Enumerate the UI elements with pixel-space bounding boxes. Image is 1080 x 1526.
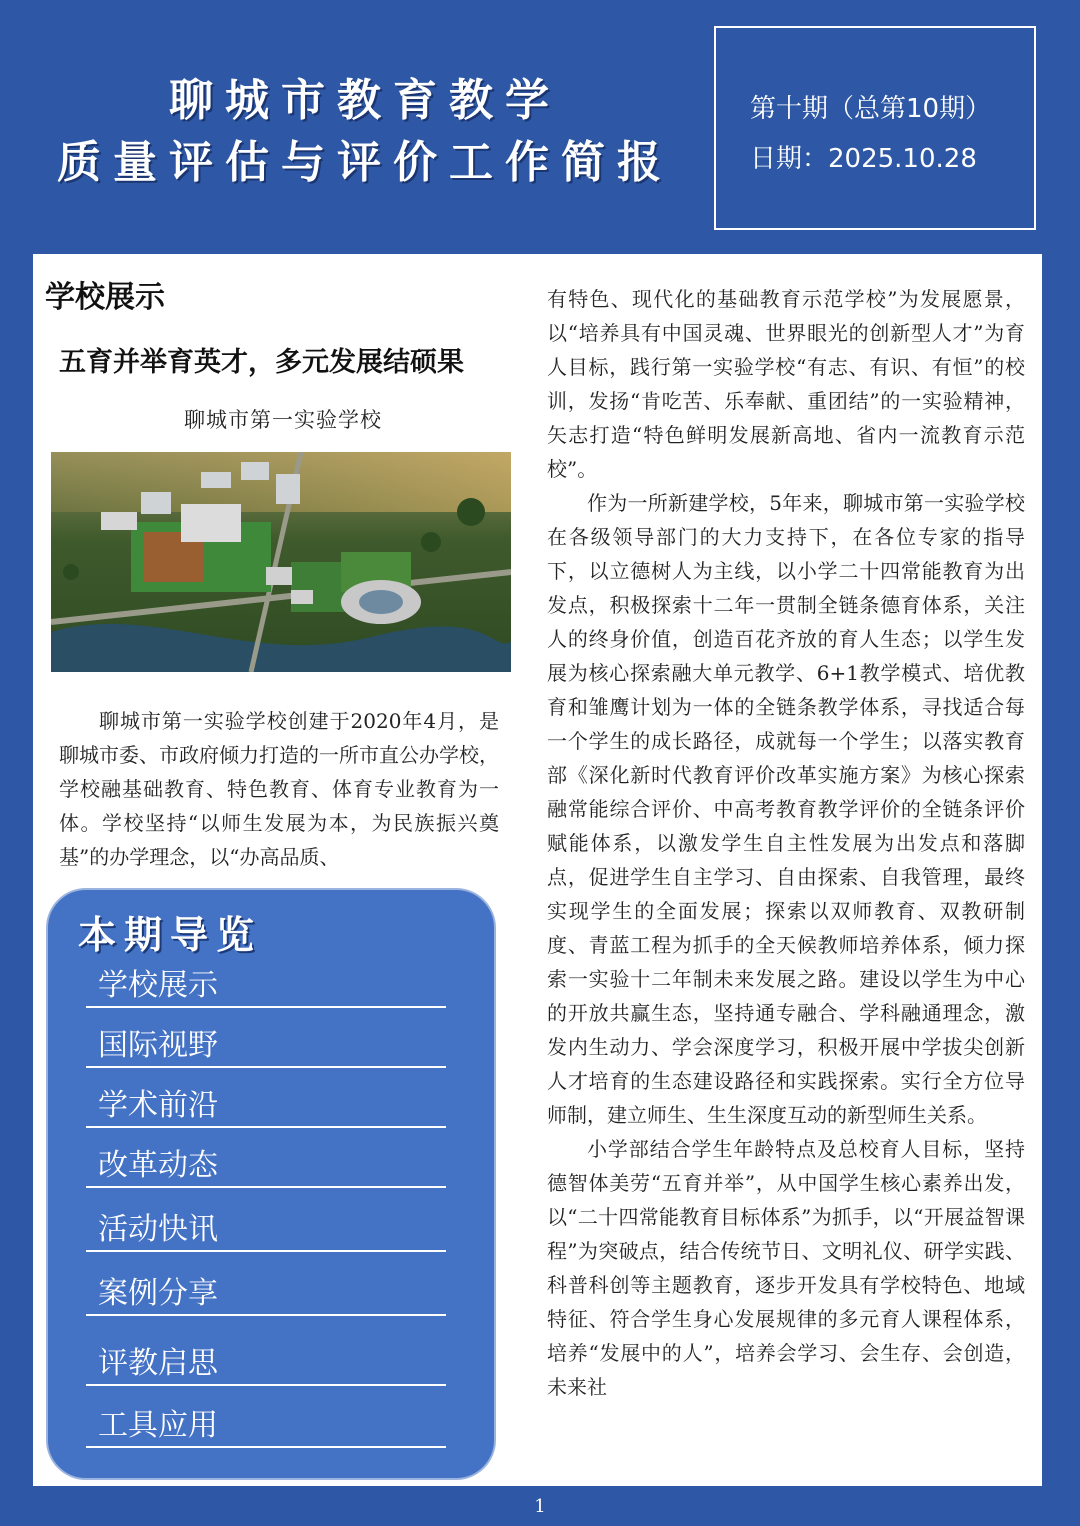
page-number: 1 xyxy=(534,1496,546,1517)
guide-item-cases[interactable]: 案例分享 xyxy=(86,1262,446,1316)
guide-item-reform[interactable]: 改革动态 xyxy=(86,1134,446,1188)
article-author: 聊城市第一实验学校 xyxy=(184,408,382,432)
article-paragraph: 聊城市第一实验学校创建于2020年4月，是聊城市委、市政府倾力打造的一所市直公办学校，学校融基础教育、特色教育、体育专业教育为一体。学校坚持“以师生发展为本，为民族振兴奠基”的办学理念，以“办高品质、 xyxy=(59,709,499,869)
guide-item-teaching[interactable]: 评教启思 xyxy=(86,1332,446,1386)
header-title-line1: 聊城市教育教学 xyxy=(169,75,561,126)
issue-number: 第十期（总第10期） xyxy=(750,94,992,124)
issue-info-box xyxy=(714,26,1036,230)
issue-date: 日期：2025.10.28 xyxy=(750,144,977,174)
guide-item-activities[interactable]: 活动快讯 xyxy=(86,1198,446,1252)
article-right-column xyxy=(547,282,1025,1404)
article-paragraph: 作为一所新建学校，5年来，聊城市第一实验学校在各级领导部门的大力支持下，在各位专家的指导下，以立德树人为主线，以小学二十四常能教育为出发点，积极探索十二年一贯制全链条德育体系，关注人的终身价值，创造百花齐放的育人生态；以学生发展为核心探索融大单元教学、6+1教学模式、培优教育和雏鹰计划为一体的全链条教学体系，寻找适合每一个学生的成长路径，成就每一个学生；以落实教育部《深化新时代教育评价改革实施方案》为核心探索融常能综合评价、中高考教育教学评价的全链条评价赋能体系，以激发学生自主性发展为出发点和落脚点，促进学生自主学习、自由探索、自我管理，最终实现学生的全面发展；探索以双师教育、双教研制度、青蓝工程为抓手的全天候教师培养体系，倾力探索一实验十二年制未来发展之路。建设以学生为中心的开放共赢生态，坚持通专融合、学科融通理念，激发内生动力、学会深度学习，积极开展中学拔尖创新人才培育的生态建设路径和实践探索。实行全方位导师制，建立师生、生生深度互动的新型师生关系。 xyxy=(547,491,1025,1127)
section-title: 学校展示 xyxy=(45,280,165,315)
campus-aerial-photo xyxy=(51,452,511,672)
header-title xyxy=(40,70,690,194)
guide-item-international[interactable]: 国际视野 xyxy=(86,1014,446,1068)
article-left-text xyxy=(59,704,499,874)
guide-item-academic[interactable]: 学术前沿 xyxy=(86,1074,446,1128)
issue-guide xyxy=(46,888,496,1480)
header-title-line2: 质量评估与评价工作简报 xyxy=(57,137,673,188)
guide-item-tools[interactable]: 工具应用 xyxy=(86,1394,446,1448)
article-paragraph: 有特色、现代化的基础教育示范学校”为发展愿景，以“培养具有中国灵魂、世界眼光的创新型人才”为育人目标，践行第一实验学校“有志、有识、有恒”的校训，发扬“肯吃苦、乐奉献、重团结”的一实验精神，矢志打造“特色鲜明发展新高地、省内一流教育示范校”。 xyxy=(547,287,1025,481)
guide-title: 本期导览 xyxy=(78,912,263,957)
guide-item-school[interactable]: 学校展示 xyxy=(86,954,446,1008)
article-title: 五育并举育英才，多元发展结硕果 xyxy=(59,347,464,378)
article-paragraph: 小学部结合学生年龄特点及总校育人目标，坚持德智体美劳“五育并举”，从中国学生核心素养出发，以“二十四常能教育目标体系”为抓手，以“开展益智课程”为突破点，结合传统节日、文明礼仪、研学实践、科普科创等主题教育，逐步开发具有学校特色、地域特征、符合学生身心发展规律的多元育人课程体系，培养“发展中的人”，培养会学习、会生存、会创造，未来社 xyxy=(547,1137,1025,1399)
